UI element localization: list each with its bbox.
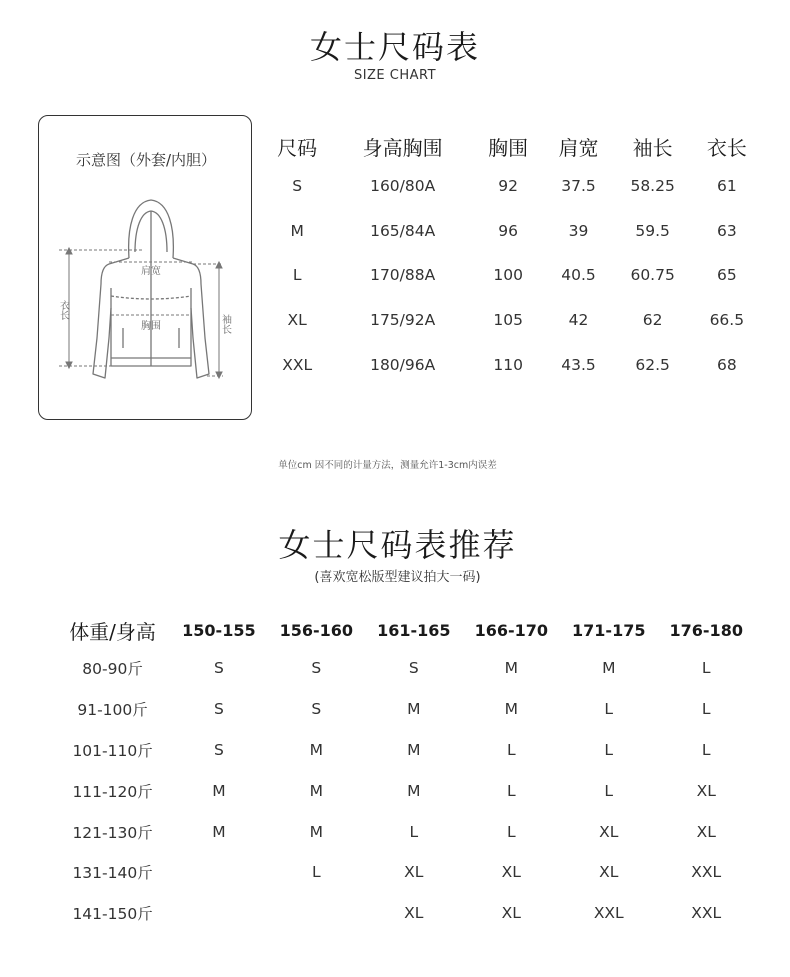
table-cell: M: [212, 822, 226, 841]
table-cell: S: [213, 659, 224, 678]
table-cell: S: [408, 659, 419, 678]
table-row: [55, 689, 755, 730]
table-cell: XL: [696, 781, 716, 800]
table-cell: 66.5: [709, 311, 745, 330]
table-cell: XXL: [282, 355, 313, 374]
table-cell: XL: [599, 863, 619, 882]
table-cell: L: [506, 740, 516, 759]
size-chart-title: 女士尺码表: [309, 28, 480, 66]
table-cell: XXL: [593, 904, 624, 923]
table-cell: 91-100斤: [77, 701, 148, 720]
diagram-caption: 示意图（外套/内胆）: [75, 151, 217, 169]
jacket-diagram-panel: [38, 115, 252, 420]
table-cell: M: [212, 781, 226, 800]
size-chart-subtitle: SIZE CHART: [353, 68, 437, 83]
table-cell: 96: [498, 221, 519, 240]
table-cell: XXL: [691, 904, 722, 923]
table-cell: XL: [404, 863, 424, 882]
table-cell: XL: [404, 904, 424, 923]
table-row: [262, 253, 762, 298]
table-cell: 160/80A: [370, 177, 436, 196]
table-cell: 61: [716, 177, 737, 196]
header-cell: 176-180: [669, 620, 743, 640]
table-cell: M: [309, 740, 324, 759]
table-cell: L: [506, 822, 516, 841]
table-cell: 63: [716, 221, 737, 240]
header-cell: 171-175: [572, 620, 646, 640]
table-cell: 141-150斤: [72, 905, 153, 924]
table-cell: L: [604, 740, 614, 759]
table-cell: 62.5: [635, 355, 670, 374]
table-cell: L: [312, 863, 321, 882]
table-cell: M: [407, 700, 421, 719]
table-cell: [170, 893, 267, 934]
table-cell: M: [290, 221, 304, 240]
table-cell: M: [602, 659, 616, 678]
header-cell: 衣长: [706, 135, 747, 160]
table-cell: S: [213, 700, 224, 719]
table-cell: 58.25: [630, 177, 675, 196]
table-cell: XL: [501, 904, 521, 923]
table-cell: XXL: [691, 863, 722, 882]
recommend-subtitle: (喜欢宽松版型建议拍大一码): [314, 570, 481, 585]
table-cell: L: [701, 700, 711, 719]
table-row: [262, 209, 762, 254]
recommend-title: 女士尺码表推荐: [278, 526, 517, 564]
header-cell: 体重/身高: [69, 619, 156, 644]
table-row: [262, 298, 762, 343]
table-cell: 80-90斤: [82, 660, 143, 679]
table-cell: XL: [599, 822, 619, 841]
table-cell: L: [506, 781, 516, 800]
table-cell: 62: [642, 311, 663, 330]
table-row: [55, 811, 755, 852]
header-cell: 胸围: [488, 135, 529, 160]
table-cell: 121-130斤: [72, 823, 153, 842]
table-cell: 110: [493, 355, 523, 374]
table-cell: S: [311, 700, 322, 719]
table-cell: 39: [568, 221, 589, 240]
table-cell: S: [292, 177, 303, 196]
table-cell: L: [604, 700, 614, 719]
table-cell: M: [504, 700, 518, 719]
header-cell: 150-155: [182, 620, 256, 640]
table-row: [262, 164, 762, 209]
table-cell: 105: [493, 311, 523, 330]
table-cell: XL: [287, 311, 307, 330]
table-cell: 175/92A: [370, 311, 436, 330]
header-cell: 161-165: [377, 620, 451, 640]
table-cell: [170, 852, 267, 893]
table-cell: [268, 893, 365, 934]
recommend-table-header: [55, 612, 755, 648]
table-cell: L: [292, 266, 302, 285]
table-cell: S: [311, 659, 322, 678]
table-cell: 59.5: [635, 221, 670, 240]
header-cell: 肩宽: [558, 135, 599, 160]
table-cell: L: [604, 781, 614, 800]
recommend-table: [55, 612, 755, 934]
jacket-illustration-icon: [47, 188, 245, 388]
table-cell: 100: [493, 266, 523, 285]
table-cell: 92: [498, 177, 519, 196]
table-cell: 42: [568, 311, 589, 330]
header-cell: 156-160: [279, 620, 354, 640]
table-cell: 37.5: [561, 177, 596, 196]
table-cell: M: [309, 781, 324, 800]
header-cell: 166-170: [474, 620, 548, 640]
table-cell: 165/84A: [370, 221, 436, 240]
chest-label: 胸围: [141, 321, 161, 332]
table-cell: L: [701, 659, 711, 678]
table-cell: L: [409, 822, 419, 841]
table-cell: 43.5: [561, 355, 596, 374]
table-row: [55, 730, 755, 771]
table-row: [55, 852, 755, 893]
table-row: [262, 342, 762, 387]
table-cell: 65: [716, 266, 737, 285]
table-row: [55, 648, 755, 689]
table-cell: M: [407, 740, 421, 759]
measurement-note: 单位cm 因不同的计量方法，测量允许1-3cm内误差: [278, 460, 497, 471]
shoulder-label: 肩宽: [141, 266, 161, 277]
table-cell: 111-120斤: [72, 782, 153, 801]
table-cell: 180/96A: [370, 355, 436, 374]
table-cell: M: [504, 659, 518, 678]
table-cell: M: [309, 822, 324, 841]
table-cell: XL: [501, 863, 521, 882]
length-label: 衣长: [57, 300, 69, 320]
table-cell: M: [407, 781, 421, 800]
table-cell: XL: [696, 822, 716, 841]
sleeve-label: 袖长: [219, 314, 231, 334]
size-table-header: [262, 128, 762, 164]
table-cell: 60.75: [630, 266, 675, 285]
table-cell: L: [701, 740, 711, 759]
table-cell: 68: [716, 355, 737, 374]
header-cell: 袖长: [632, 135, 673, 160]
table-cell: S: [213, 740, 224, 759]
table-row: [55, 893, 755, 934]
table-row: [55, 770, 755, 811]
table-cell: 170/88A: [370, 266, 436, 285]
table-cell: 131-140斤: [72, 864, 153, 883]
header-cell: 身高胸围: [362, 135, 443, 160]
table-cell: 101-110斤: [72, 741, 153, 760]
table-cell: 40.5: [561, 266, 596, 285]
header-cell: 尺码: [277, 135, 318, 160]
size-chart-table: [262, 128, 762, 387]
